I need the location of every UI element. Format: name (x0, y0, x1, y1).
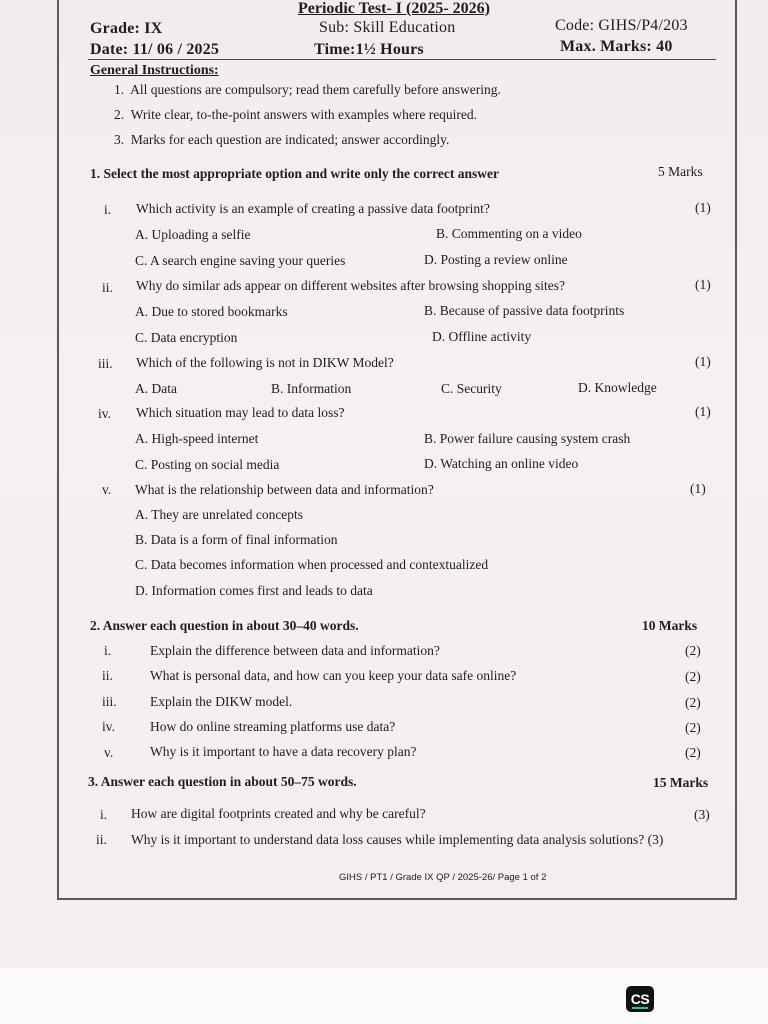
instruction-item: 2. Write clear, to-the-point answers with examples where required. (114, 107, 478, 122)
section-3-marks: 15 Marks (653, 775, 709, 790)
question-text: Which activity is an example of creating a passive data footprint? (136, 201, 490, 216)
header-rule (88, 59, 716, 60)
option: B. Power failure causing system crash (424, 431, 631, 446)
question-text: Explain the DIKW model. (150, 694, 293, 709)
option: C. Data encryption (135, 330, 238, 345)
option: B. Commenting on a video (436, 226, 582, 241)
paper-title: Periodic Test- I (2025- 2026) (298, 0, 490, 17)
question-marks: (1) (695, 354, 711, 369)
question-marks: (1) (695, 404, 711, 419)
question-text: Which of the following is not in DIKW Model? (136, 355, 394, 370)
section-2-marks: 10 Marks (642, 618, 698, 633)
question-number: v. (102, 482, 112, 497)
section-3-heading: 3. Answer each question in about 50–75 words. (88, 774, 357, 789)
time-label: Time:1½ Hours (314, 41, 424, 58)
instruction-item: 1. All questions are compulsory; read them carefully before answering. (114, 82, 501, 97)
question-marks: (2) (685, 695, 701, 710)
page-border-left (57, 0, 59, 900)
option: D. Information comes first and leads to data (135, 583, 373, 598)
instruction-item: 3. Marks for each question are indicated; answer accordingly. (114, 132, 450, 147)
question-number: ii. (102, 280, 113, 295)
code-label: Code: GIHS/P4/203 (555, 17, 688, 34)
question-number: ii. (102, 668, 113, 683)
question-marks: (3) (694, 807, 710, 822)
question-number: v. (104, 745, 114, 760)
question-text: Why do similar ads appear on different websites after browsing shopping sites? (136, 278, 566, 293)
option: A. They are unrelated concepts (135, 507, 304, 522)
option: C. Security (441, 381, 502, 396)
question-number: iii. (102, 694, 117, 709)
question-marks: (2) (685, 643, 701, 658)
question-marks: (1) (695, 200, 711, 215)
page-border-bottom (57, 898, 737, 900)
question-text: How are digital footprints created and why be careful? (131, 806, 426, 821)
option: D. Posting a review online (424, 252, 568, 267)
option: C. Posting on social media (135, 457, 280, 472)
instructions-title: General Instructions: (90, 63, 219, 78)
option: B. Data is a form of final information (135, 532, 338, 547)
option: B. Because of passive data footprints (424, 303, 625, 318)
option: A. High-speed internet (135, 431, 259, 446)
question-text: Which situation may lead to data loss? (136, 405, 345, 420)
question-number: ii. (96, 832, 107, 847)
date-label: Date: 11/ 06 / 2025 (90, 41, 220, 58)
section-2-heading: 2. Answer each question in about 30–40 words. (90, 618, 359, 633)
section-1-heading: 1. Select the most appropriate option and write only the correct answer (90, 166, 499, 181)
question-text: Why is it important to understand data loss causes while implementing data analysis solutions? (3) (131, 832, 664, 847)
question-number: iii. (98, 356, 113, 371)
question-number: iv. (102, 719, 115, 734)
question-marks: (1) (690, 481, 706, 496)
question-text: Why is it important to have a data recovery plan? (150, 744, 417, 759)
question-text: Explain the difference between data and information? (150, 643, 440, 658)
option: C. A search engine saving your queries (135, 253, 346, 268)
subject-label: Sub: Skill Education (319, 19, 456, 36)
question-marks: (1) (695, 277, 711, 292)
option: A. Due to stored bookmarks (135, 304, 288, 319)
question-marks: (2) (685, 745, 701, 760)
camscanner-logo: CS (626, 986, 654, 1012)
question-number: i. (104, 202, 112, 217)
page-footer: GIHS / PT1 / Grade IX QP / 2025-26/ Page 1 of 2 (339, 872, 547, 883)
question-number: i. (100, 807, 108, 822)
question-text: What is personal data, and how can you keep your data safe online? (150, 668, 517, 683)
option: D. Offline activity (432, 329, 532, 344)
option: A. Uploading a selfie (135, 227, 251, 242)
page-border-right (735, 0, 737, 900)
grade-label: Grade: IX (90, 20, 163, 37)
section-1-marks: 5 Marks (658, 164, 703, 179)
option: B. Information (271, 381, 352, 396)
question-marks: (2) (685, 720, 701, 735)
question-number: i. (104, 643, 112, 658)
option: C. Data becomes information when processed and contextualized (135, 557, 489, 572)
question-marks: (2) (685, 669, 701, 684)
option: D. Knowledge (578, 380, 657, 395)
question-number: iv. (98, 406, 111, 421)
question-text: How do online streaming platforms use data? (150, 719, 396, 734)
question-text: What is the relationship between data and information? (135, 482, 434, 497)
max-marks-label: Max. Marks: 40 (560, 38, 673, 55)
option: D. Watching an online video (424, 456, 579, 471)
option: A. Data (135, 381, 177, 396)
